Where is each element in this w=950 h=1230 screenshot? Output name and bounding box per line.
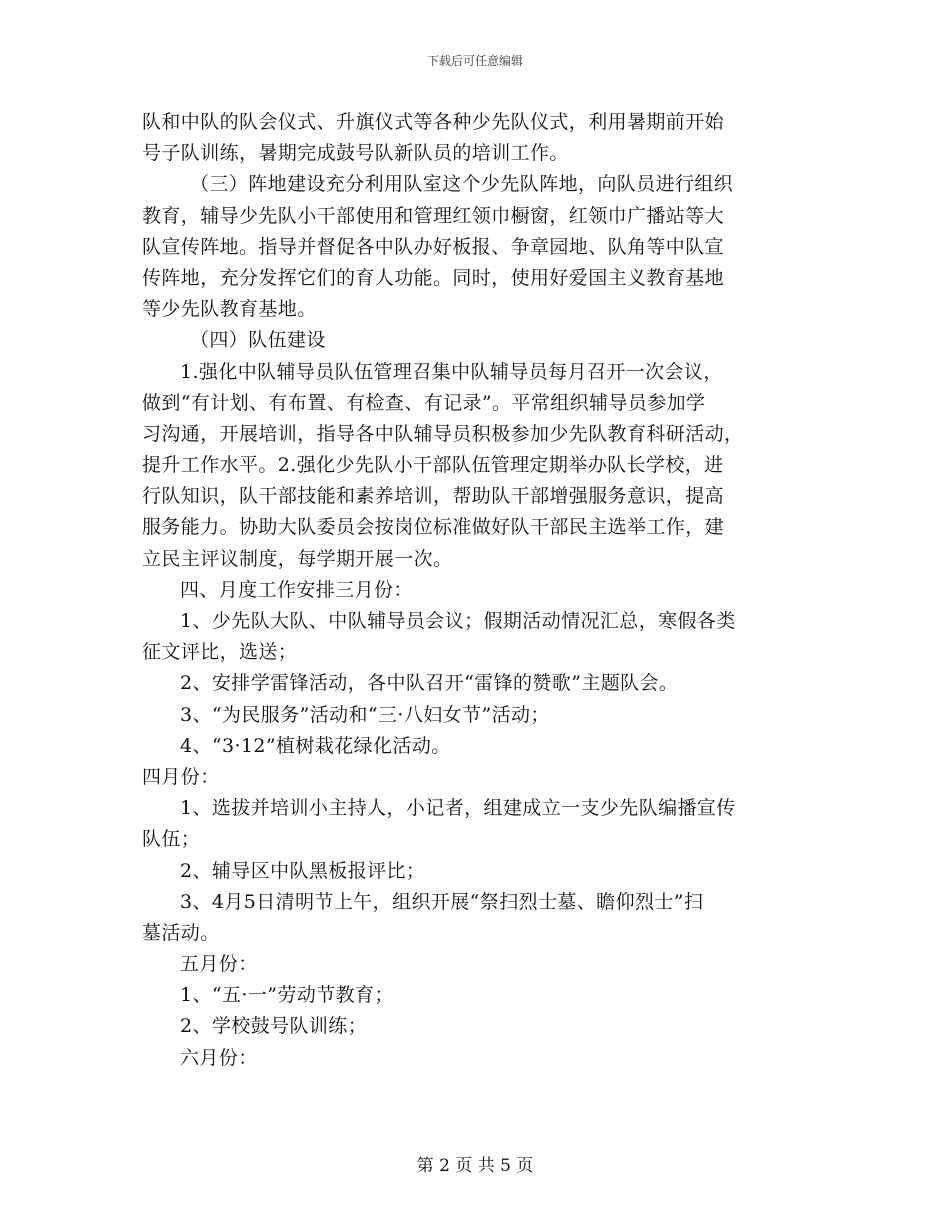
body-line: 征文评比，选送； bbox=[142, 641, 298, 664]
body-line: 1、选拔并培训小主持人，小记者，组建成立一支少先队编播宣传 bbox=[180, 797, 736, 820]
body-line: 做到“有计划、有布置、有检查、有记录”。平常组织辅导员参加学 bbox=[142, 391, 706, 414]
document-body bbox=[142, 107, 812, 1074]
body-line: 行队知识，队干部技能和素养培训，帮助队干部增强服务意识，提高 bbox=[142, 485, 725, 508]
body-line: 队伍； bbox=[142, 828, 201, 851]
section-heading: 五月份： bbox=[180, 953, 258, 976]
body-line: 墓活动。 bbox=[142, 921, 220, 944]
body-line: 队宣传阵地。指导并督促各中队办好板报、争章园地、队角等中队宣 bbox=[142, 235, 725, 258]
body-line: 队和中队的队会仪式、升旗仪式等各种少先队仪式，利用暑期前开始 bbox=[142, 111, 725, 133]
body-line: 立民主评议制度，每学期开展一次。 bbox=[142, 547, 453, 570]
body-line: 教育，辅导少先队小干部使用和管理红领巾橱窗，红领巾广播站等大 bbox=[142, 204, 725, 227]
body-line: 1、少先队大队、中队辅导员会议；假期活动情况汇总，寒假各类 bbox=[180, 610, 736, 632]
body-line: 习沟通，开展培训，指导各中队辅导员积极参加少先队教育科研活动， bbox=[142, 422, 744, 445]
body-line: 服务能力。协助大队委员会按岗位标准做好队干部民主选举工作，建 bbox=[142, 516, 725, 539]
body-line: 等少先队教育基地。 bbox=[142, 298, 317, 321]
page-number-footer: 第 2 页 共 5 页 bbox=[416, 1156, 534, 1176]
body-line: 3、4月5日清明节上午，组织开展“祭扫烈士墓、瞻仰烈士”扫 bbox=[180, 890, 704, 913]
page-header-note: 下载后可任意编辑 bbox=[426, 54, 523, 68]
section-heading: 四月份： bbox=[142, 765, 220, 788]
body-line: 4、“3·12”植树栽花绿化活动。 bbox=[180, 734, 451, 757]
body-line: （三）阵地建设充分利用队室这个少先队阵地，向队员进行组织 bbox=[190, 173, 734, 196]
body-line: 提升工作水平。2.强化少先队小干部队伍管理定期举办队长学校，进 bbox=[142, 454, 724, 477]
body-line: 1、“五·一”劳动节教育； bbox=[180, 984, 394, 1007]
body-line: 2、辅导区中队黑板报评比； bbox=[180, 859, 426, 882]
body-line: 3、“为民服务”活动和“三·八妇女节”活动； bbox=[180, 703, 550, 726]
body-line: 号子队训练，暑期完成鼓号队新队员的培训工作。 bbox=[142, 142, 569, 165]
section-heading: 六月份： bbox=[180, 1046, 258, 1069]
body-line: 传阵地，充分发挥它们的育人功能。同时，使用好爱国主义教育基地 bbox=[142, 266, 725, 289]
section-heading: 四、月度工作安排三月份： bbox=[180, 578, 413, 601]
body-line: 2、学校鼓号队训练； bbox=[180, 1015, 368, 1038]
body-line: 2、安排学雷锋活动，各中队召开“雷锋的赞歌”主题队会。 bbox=[180, 672, 679, 695]
section-heading: （四）队伍建设 bbox=[190, 329, 326, 352]
body-line: 1.强化中队辅导员队伍管理召集中队辅导员每月召开一次会议， bbox=[180, 360, 723, 383]
